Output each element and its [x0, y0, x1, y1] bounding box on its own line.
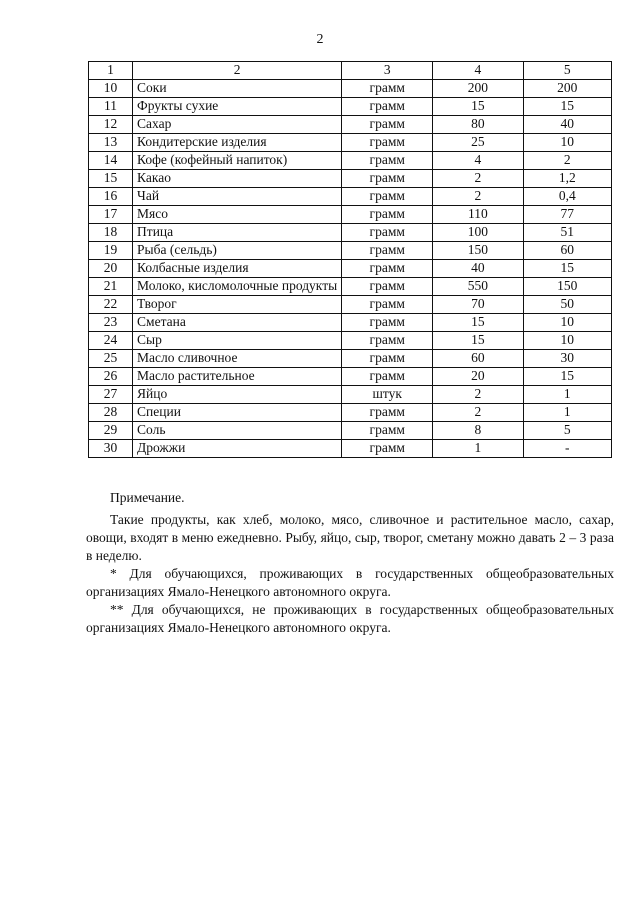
table-body [89, 80, 612, 458]
cell-unit: грамм [342, 350, 433, 368]
cell-n: 30 [89, 440, 133, 458]
cell-col4: 15 [433, 314, 523, 332]
table-row [89, 80, 612, 98]
table-row [89, 368, 612, 386]
cell-col4: 200 [433, 80, 523, 98]
cell-col5: 15 [523, 260, 611, 278]
cell-n: 23 [89, 314, 133, 332]
cell-n: 10 [89, 80, 133, 98]
cell-n: 13 [89, 134, 133, 152]
cell-n: 26 [89, 368, 133, 386]
cell-unit: грамм [342, 332, 433, 350]
cell-n: 29 [89, 422, 133, 440]
cell-col4: 20 [433, 368, 523, 386]
table-row [89, 260, 612, 278]
cell-n: 25 [89, 350, 133, 368]
cell-n: 28 [89, 404, 133, 422]
cell-col4: 8 [433, 422, 523, 440]
cell-col5: 1,2 [523, 170, 611, 188]
cell-col4: 80 [433, 116, 523, 134]
table-row [89, 224, 612, 242]
cell-unit: грамм [342, 440, 433, 458]
cell-n: 24 [89, 332, 133, 350]
cell-n: 16 [89, 188, 133, 206]
cell-n: 27 [89, 386, 133, 404]
cell-col5: 15 [523, 98, 611, 116]
column-header: 2 [133, 62, 342, 80]
table-row [89, 422, 612, 440]
cell-col4: 2 [433, 404, 523, 422]
cell-n: 11 [89, 98, 133, 116]
cell-col5: 1 [523, 386, 611, 404]
cell-col5: - [523, 440, 611, 458]
table-row [89, 314, 612, 332]
table-row [89, 440, 612, 458]
cell-col4: 100 [433, 224, 523, 242]
cell-unit: грамм [342, 242, 433, 260]
cell-product: Птица [133, 224, 342, 242]
cell-product: Кофе (кофейный напиток) [133, 152, 342, 170]
cell-col4: 70 [433, 296, 523, 314]
cell-unit: грамм [342, 80, 433, 98]
notes-section [86, 489, 614, 637]
table-row [89, 350, 612, 368]
column-header: 3 [342, 62, 433, 80]
cell-product: Яйцо [133, 386, 342, 404]
notes-paragraph: Такие продукты, как хлеб, молоко, мясо, сливочное и растительное масло, сахар, овощи, входят в меню ежедневно. Рыбу, яйцо, сыр, творог, сметану можно давать 2 – 3 раза в неделю. [86, 512, 614, 563]
cell-col5: 150 [523, 278, 611, 296]
table-row [89, 170, 612, 188]
notes-title: Примечание. [110, 490, 185, 505]
table-header-row [89, 62, 612, 80]
table-row [89, 242, 612, 260]
column-header: 4 [433, 62, 523, 80]
cell-col4: 1 [433, 440, 523, 458]
cell-col4: 15 [433, 332, 523, 350]
cell-n: 14 [89, 152, 133, 170]
cell-unit: штук [342, 386, 433, 404]
cell-product: Дрожжи [133, 440, 342, 458]
cell-col4: 60 [433, 350, 523, 368]
cell-n: 17 [89, 206, 133, 224]
cell-unit: грамм [342, 368, 433, 386]
footnote-double-asterisk: ** Для обучающихся, не проживающих в государственных общеобразовательных организациях Ямало-Ненецкого автономного округа. [86, 602, 614, 635]
cell-n: 19 [89, 242, 133, 260]
cell-col5: 10 [523, 332, 611, 350]
cell-product: Творог [133, 296, 342, 314]
cell-n: 12 [89, 116, 133, 134]
table-row [89, 116, 612, 134]
cell-product: Колбасные изделия [133, 260, 342, 278]
cell-unit: грамм [342, 206, 433, 224]
cell-product: Фрукты сухие [133, 98, 342, 116]
cell-unit: грамм [342, 260, 433, 278]
cell-unit: грамм [342, 152, 433, 170]
cell-product: Чай [133, 188, 342, 206]
cell-product: Масло растительное [133, 368, 342, 386]
cell-product: Сыр [133, 332, 342, 350]
cell-n: 21 [89, 278, 133, 296]
table-row [89, 296, 612, 314]
cell-unit: грамм [342, 314, 433, 332]
table-row [89, 386, 612, 404]
table-row [89, 188, 612, 206]
cell-col5: 40 [523, 116, 611, 134]
cell-unit: грамм [342, 98, 433, 116]
cell-col5: 2 [523, 152, 611, 170]
cell-col5: 1 [523, 404, 611, 422]
cell-unit: грамм [342, 278, 433, 296]
cell-col5: 50 [523, 296, 611, 314]
cell-unit: грамм [342, 134, 433, 152]
cell-col5: 77 [523, 206, 611, 224]
cell-product: Соль [133, 422, 342, 440]
cell-col5: 200 [523, 80, 611, 98]
cell-product: Специи [133, 404, 342, 422]
cell-product: Сметана [133, 314, 342, 332]
cell-col4: 550 [433, 278, 523, 296]
cell-col5: 30 [523, 350, 611, 368]
cell-product: Масло сливочное [133, 350, 342, 368]
table-row [89, 134, 612, 152]
cell-col4: 2 [433, 188, 523, 206]
food-norms-table [88, 61, 612, 458]
cell-col5: 15 [523, 368, 611, 386]
footnote-single-asterisk: * Для обучающихся, проживающих в государственных общеобразовательных организациях Ямало-Ненецкого автономного округа. [86, 566, 614, 599]
cell-col4: 2 [433, 386, 523, 404]
cell-product: Молоко, кисломолочные продукты [133, 278, 342, 296]
cell-product: Какао [133, 170, 342, 188]
table-row [89, 404, 612, 422]
cell-product: Мясо [133, 206, 342, 224]
cell-col4: 15 [433, 98, 523, 116]
table-row [89, 152, 612, 170]
cell-product: Соки [133, 80, 342, 98]
cell-col4: 4 [433, 152, 523, 170]
table-row [89, 332, 612, 350]
cell-col5: 10 [523, 314, 611, 332]
cell-product: Кондитерские изделия [133, 134, 342, 152]
cell-n: 20 [89, 260, 133, 278]
cell-n: 18 [89, 224, 133, 242]
table-row [89, 98, 612, 116]
column-header: 1 [89, 62, 133, 80]
cell-col4: 2 [433, 170, 523, 188]
cell-col4: 40 [433, 260, 523, 278]
cell-unit: грамм [342, 422, 433, 440]
cell-n: 22 [89, 296, 133, 314]
cell-unit: грамм [342, 224, 433, 242]
cell-unit: грамм [342, 188, 433, 206]
page-number: 2 [316, 32, 324, 47]
cell-col5: 10 [523, 134, 611, 152]
cell-col5: 60 [523, 242, 611, 260]
cell-unit: грамм [342, 116, 433, 134]
table-row [89, 278, 612, 296]
cell-col5: 5 [523, 422, 611, 440]
cell-unit: грамм [342, 170, 433, 188]
cell-col4: 150 [433, 242, 523, 260]
cell-col5: 51 [523, 224, 611, 242]
column-header: 5 [523, 62, 611, 80]
cell-n: 15 [89, 170, 133, 188]
cell-col5: 0,4 [523, 188, 611, 206]
table-row [89, 206, 612, 224]
cell-col4: 25 [433, 134, 523, 152]
cell-unit: грамм [342, 296, 433, 314]
cell-product: Сахар [133, 116, 342, 134]
cell-product: Рыба (сельдь) [133, 242, 342, 260]
cell-col4: 110 [433, 206, 523, 224]
cell-unit: грамм [342, 404, 433, 422]
